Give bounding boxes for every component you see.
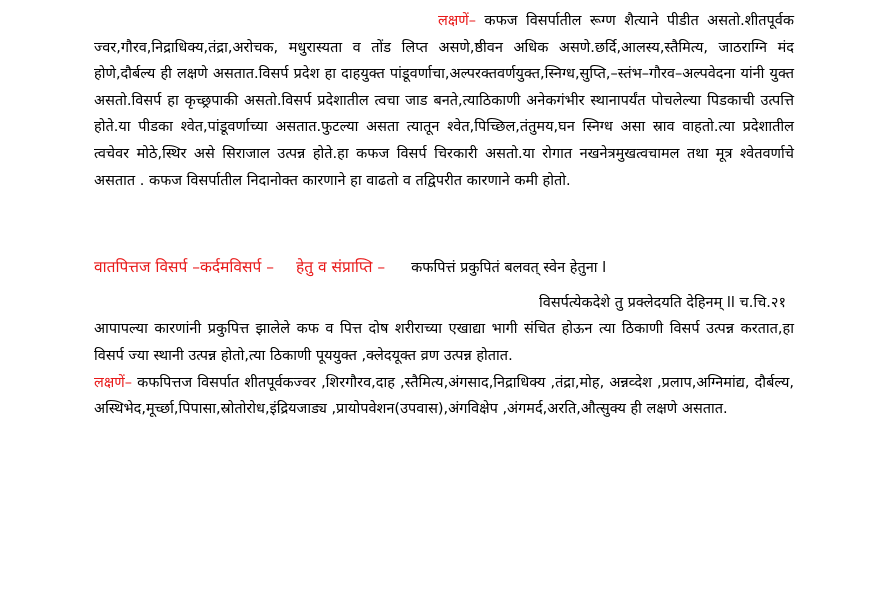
kaphapittaja-lakshane-paragraph xyxy=(94,370,794,423)
lakshane-label-2: लक्षणें– xyxy=(94,374,132,391)
shloka-line-1: कफपित्तं प्रकुपितं बलवत् स्वेन हेतुना l xyxy=(411,260,607,277)
shloka-line-2: विसर्पत्येकदेशे तु प्रक्लेदयति देहिनम् ll च.चि.२१ xyxy=(539,294,786,311)
section-heading xyxy=(94,254,794,282)
kaphaja-lakshane-paragraph xyxy=(94,8,794,194)
heading-title: वातपित्तज विसर्प –कर्दमविसर्प – xyxy=(94,258,275,277)
document-page xyxy=(94,8,794,423)
samprapti-paragraph: आपापल्या कारणांनी प्रकुपित्त झालेले कफ व पित्त दोष शरीराच्या एखाद्या भागी संचित होऊन त्या ठिकाणी विसर्प उत्पन्न करतात,हा विसर्प ज्या स्थानी उत्पन्न होतो,त्या ठिकाणी पूययुक्त ,क्लेदयूक्त व्रण उत्पन्न होतात. xyxy=(94,321,794,364)
kaphapittaja-lakshane-text: कफपित्तज विसर्पात शीतपूर्वकज्वर ,शिरगौरव,दाह ,स्तैमित्य,अंगसाद,निद्राधिक्य ,तंद्रा,मोह, अन्नव्देश ,प्रलाप,अग्निमांद्य, दौर्बल्य, अस्थिभेद,मूर्च्छा,पिपासा,स्रोतोरोध,इंद्रियजाड्य ,प्रायोपवेशन(उपवास),अंगविक्षेप ,अंगमर्द,अरति,औत्सुक्य ही लक्षणे असतात. xyxy=(94,374,794,418)
kaphaja-lakshane-text: कफज विसर्पातील रूग्ण शैत्याने पीडीत असतो.शीतपूर्वक ज्वर,गौरव,निद्राधिक्य,तंद्रा,अरोचक, मधुरास्यता व तोंड लिप्त असणे,ष्ठीवन अधिक असणे.छर्दि,आलस्य,स्तैमित्य, जाठराग्नि मंद होणे,दौर्बल्य ही लक्षणे असतात.विसर्प प्रदेश हा दाहयुक्त पांडूवर्णाचा,अल्परक्तवर्णयुक्त,स्निग्ध,सुप्ति,–स्तंभ–गौरव–अल्पवेदना यांनी युक्त असतो.विसर्प हा कृच्छ्रपाकी असतो.विसर्प प्रदेशातील त्वचा जाड बनते,त्याठिकाणी अनेकगंभीर स्थानापर्यंत पोचलेल्या पिडकाची उत्पत्ति होते.या पीडका श्वेत,पांडूवर्णाच्या असतात.फुटल्या असता त्यातून श्वेत,पिच्छिल,तंतुमय,घन स्निग्ध असा स्राव वाहतो.त्या प्रदेशातील त्वचेवर मोठे,स्थिर असे सिराजाल उत्पन्न होते.हा कफज विसर्प चिरकारी असतो.या रोगात नखनेत्रमुखत्वचामल तथा मूत्र श्वेतवर्णाचे असतात . कफज विसर्पातील निदानोक्त कारणाने हा वाढतो व तद्विपरीत कारणाने कमी होतो. xyxy=(94,13,794,189)
lakshane-label: लक्षणें– xyxy=(438,13,476,29)
heading-hetu-samprapti: हेतु व संप्राप्ति – xyxy=(296,258,386,277)
